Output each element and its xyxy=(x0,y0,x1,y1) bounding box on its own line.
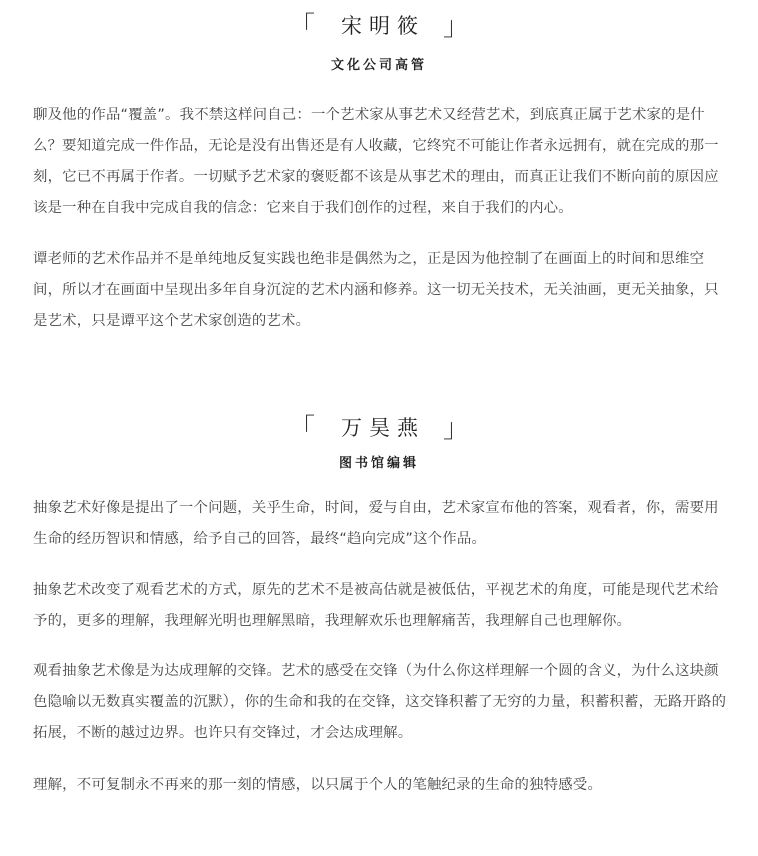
person-name: 万昊燕 xyxy=(341,415,425,440)
person-name: 宋明筱 xyxy=(341,13,425,38)
person-role: 文化公司高管 xyxy=(330,58,427,73)
paragraph: 观看抽象艺术像是为达成理解的交锋。艺术的感受在交锋（为什么你这样理解一个圆的含义，为什么这块颜色隐喻以无数真实覆盖的沉默），你的生命和我的在交锋，这交锋积蓄了无穷的力量，积蓄积蓄，无路开路的拓展，不断的越过边界。也许只有交锋过，才会达成理解。 xyxy=(33,663,727,741)
open-bracket: 「 xyxy=(288,12,315,42)
paragraph: 聊及他的作品“覆盖”。我不禁这样问自己：一个艺术家从事艺术又经营艺术，到底真正属于艺术家的是什么？要知道完成一件作品，无论是没有出售还是有人收藏，它终究不可能让作者永远拥有，就在完成的那一刻，它已不再属于作者。一切赋予艺术家的褒贬都不该是从事艺术的理由，而真正让我们不断向前的原因应该是一种在自我中完成自我的信念：它来自于我们创作的过程，来自于我们的内心。 xyxy=(33,107,719,216)
open-bracket: 「 xyxy=(288,414,315,444)
name-heading xyxy=(0,408,758,448)
person-role: 图书馆编辑 xyxy=(338,456,419,471)
paragraph: 谭老师的艺术作品并不是单纯地反复实践也绝非是偶然为之，正是因为他控制了在画面上的时间和思维空间，所以才在画面中呈现出多年自身沉淀的艺术内涵和修养。这一切无关技术，无关油画，更无关抽象，只是艺术，只是谭平这个艺术家创造的艺术。 xyxy=(33,251,719,329)
close-bracket: 」 xyxy=(443,414,470,444)
paragraph: 抽象艺术改变了观看艺术的方式，原先的艺术不是被高估就是被低估，平视艺术的角度，可能是现代艺术给予的，更多的理解，我理解光明也理解黑暗，我理解欢乐也理解痛苦，我理解自己也理解你。 xyxy=(33,582,719,629)
paragraph: 抽象艺术好像是提出了一个问题，关乎生命，时间，爱与自由，艺术家宣布他的答案，观看者，你，需要用生命的经历智识和情感，给予自己的回答，最终“趋向完成”这个作品。 xyxy=(33,500,719,547)
close-bracket: 」 xyxy=(443,12,470,42)
paragraph: 理解，不可复制永不再来的那一刻的情感，以只属于个人的笔触纪录的生命的独特感受。 xyxy=(33,777,603,793)
name-heading xyxy=(0,6,758,46)
